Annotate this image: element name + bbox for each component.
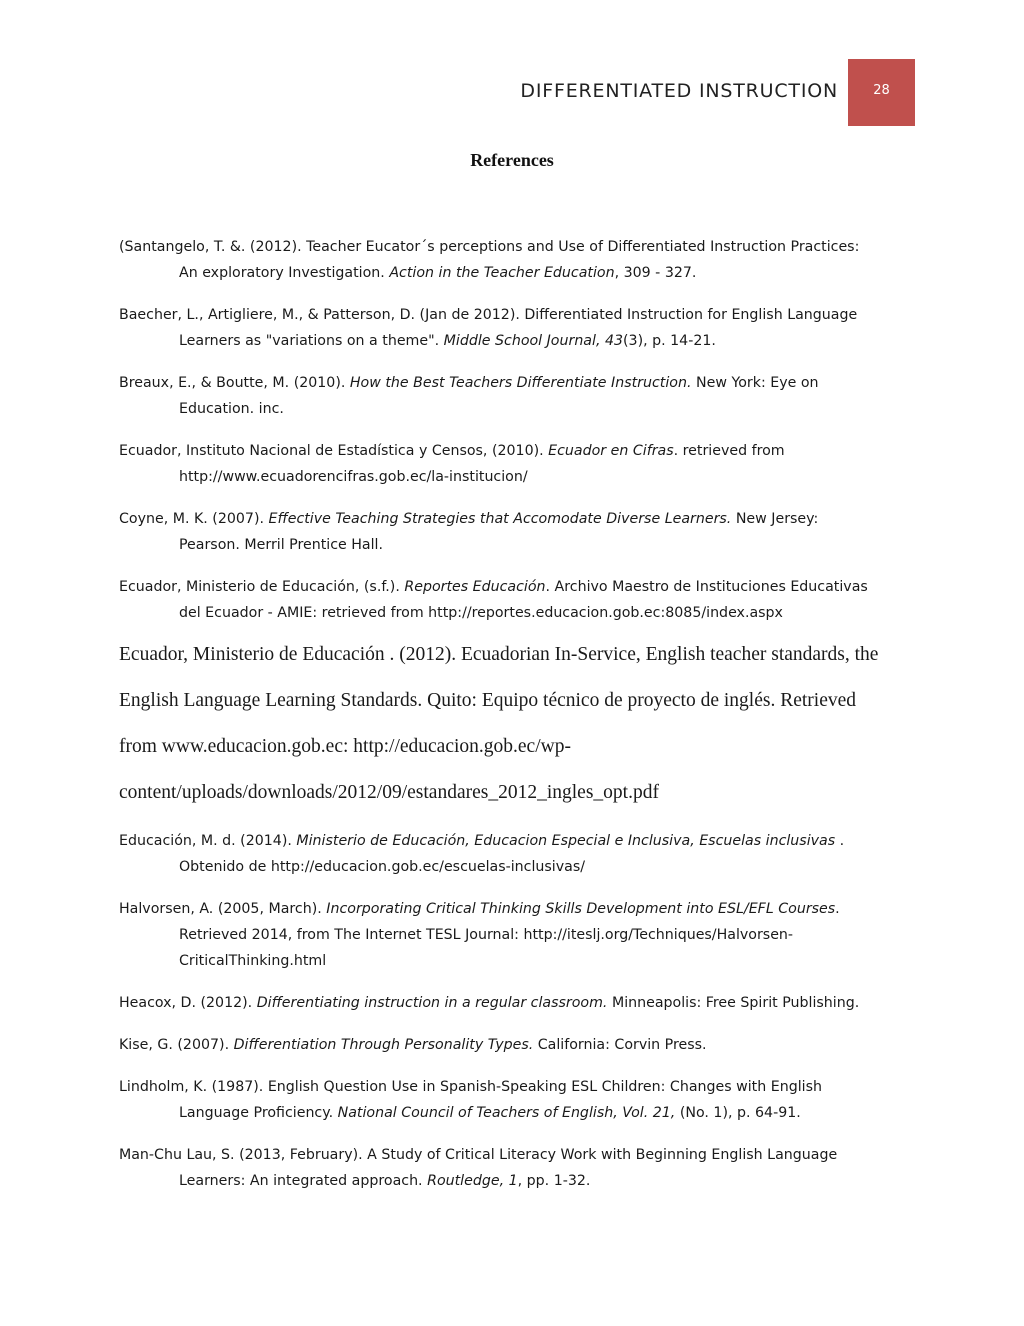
reference-text: . Archivo Maestro de Instituciones Educativas	[545, 579, 868, 595]
reference-text: (3), p. 14-21.	[623, 333, 716, 349]
reference-text: Lindholm, K. (1987). English Question Use in Spanish-Speaking ESL Children: Changes with English	[119, 1079, 822, 1095]
reference-text: California: Corvin Press.	[533, 1037, 707, 1053]
reference-text: English Language Learning Standards. Quito: Equipo técnico de proyecto de inglés. Retrieved	[119, 690, 857, 711]
reference-text: Coyne, M. K. (2007).	[119, 511, 269, 527]
reference-entry	[119, 828, 909, 880]
reference-source-title: How the Best Teachers Differentiate Instruction.	[349, 375, 692, 391]
reference-text: http://www.ecuadorencifras.gob.ec/la-institucion/	[179, 469, 528, 485]
reference-source-title: National Council of Teachers of English, Vol. 21,	[337, 1105, 676, 1121]
reference-text: , 309 - 327.	[614, 265, 697, 281]
reference-source-title: Reportes Educación	[404, 579, 546, 595]
reference-text: Ecuador, Instituto Nacional de Estadística y Censos, (2010).	[119, 443, 549, 459]
reference-source-title: Action in the Teacher Education	[389, 265, 615, 281]
reference-text: Obtenido de http://educacion.gob.ec/escuelas-inclusivas/	[179, 859, 586, 875]
reference-text: CriticalThinking.html	[179, 953, 327, 969]
reference-entry	[119, 1074, 909, 1126]
reference-entry	[119, 1142, 909, 1194]
reference-entry	[119, 1032, 909, 1058]
reference-text: Breaux, E., & Boutte, M. (2010).	[119, 375, 350, 391]
references-heading: References	[470, 150, 554, 170]
reference-source-title: Effective Teaching Strategies that Accomodate Diverse Learners.	[268, 511, 732, 527]
reference-text: New Jersey:	[731, 511, 819, 527]
reference-text: Kise, G. (2007).	[119, 1037, 234, 1053]
reference-text: Heacox, D. (2012).	[119, 995, 257, 1011]
reference-entry	[119, 234, 909, 286]
reference-text: content/uploads/downloads/2012/09/estandares_2012_ingles_opt.pdf	[119, 782, 659, 803]
reference-text: Educación, M. d. (2014).	[119, 833, 297, 849]
reference-text: Minneapolis: Free Spirit Publishing.	[607, 995, 860, 1011]
reference-entry	[119, 370, 909, 422]
reference-entry	[119, 574, 909, 626]
running-header-title: DIFFERENTIATED INSTRUCTION	[520, 80, 838, 102]
reference-text: Pearson. Merril Prentice Hall.	[179, 537, 384, 553]
page-number: 28	[873, 83, 890, 98]
reference-source-title: Differentiation Through Personality Types.	[233, 1037, 534, 1053]
reference-source-title: Ministerio de Educación, Educacion Especial e Inclusiva, Escuelas inclusivas	[296, 833, 836, 849]
reference-entry	[119, 302, 909, 354]
reference-text: Ecuador, Ministerio de Educación, (s.f.).	[119, 579, 405, 595]
reference-text: Halvorsen, A. (2005, March).	[119, 901, 327, 917]
reference-text: del Ecuador - AMIE: retrieved from http://reportes.educacion.gob.ec:8085/index.aspx	[179, 605, 783, 621]
reference-list	[119, 234, 909, 1210]
reference-entry	[119, 896, 909, 974]
reference-source-title: Incorporating Critical Thinking Skills Development into ESL/EFL Courses	[326, 901, 836, 917]
reference-source-title: Middle School Journal, 43	[443, 333, 624, 349]
reference-text: . retrieved from	[673, 443, 785, 459]
reference-text: (No. 1), p. 64-91.	[675, 1105, 801, 1121]
reference-text: Ecuador, Ministerio de Educación . (2012). Ecuadorian In-Service, English teacher standards, the	[119, 644, 879, 665]
reference-text: , pp. 1-32.	[517, 1173, 591, 1189]
page-number-box	[848, 59, 915, 126]
reference-text: Language Proficiency.	[179, 1105, 338, 1121]
reference-source-title: Ecuador en Cifras	[548, 443, 674, 459]
reference-text: Learners: An integrated approach.	[179, 1173, 428, 1189]
reference-entry	[119, 990, 909, 1016]
reference-text: Man-Chu Lau, S. (2013, February). A Study of Critical Literacy Work with Beginning English Language	[119, 1147, 838, 1163]
reference-text: Learners as "variations on a theme".	[179, 333, 444, 349]
reference-text: Education. inc.	[179, 401, 284, 417]
reference-text: .	[835, 833, 845, 849]
reference-source-title: Routledge, 1	[427, 1173, 518, 1189]
reference-text: (Santangelo, T. &. (2012). Teacher Eucator´s perceptions and Use of Differentiated Instruction Practices:	[119, 239, 860, 255]
reference-text: Retrieved 2014, from The Internet TESL Journal: http://iteslj.org/Techniques/Halvorsen-	[179, 927, 794, 943]
reference-entry	[119, 438, 909, 490]
reference-source-title: Differentiating instruction in a regular classroom.	[256, 995, 608, 1011]
reference-text: New York: Eye on	[691, 375, 819, 391]
reference-entry	[119, 506, 909, 558]
reference-text: Baecher, L., Artigliere, M., & Patterson, D. (Jan de 2012). Differentiated Instruction for English Language	[119, 307, 858, 323]
reference-entry	[119, 632, 909, 816]
reference-text: An exploratory Investigation.	[179, 265, 390, 281]
reference-text: from www.educacion.gob.ec: http://educacion.gob.ec/wp-	[119, 736, 571, 757]
reference-text: .	[835, 901, 840, 917]
